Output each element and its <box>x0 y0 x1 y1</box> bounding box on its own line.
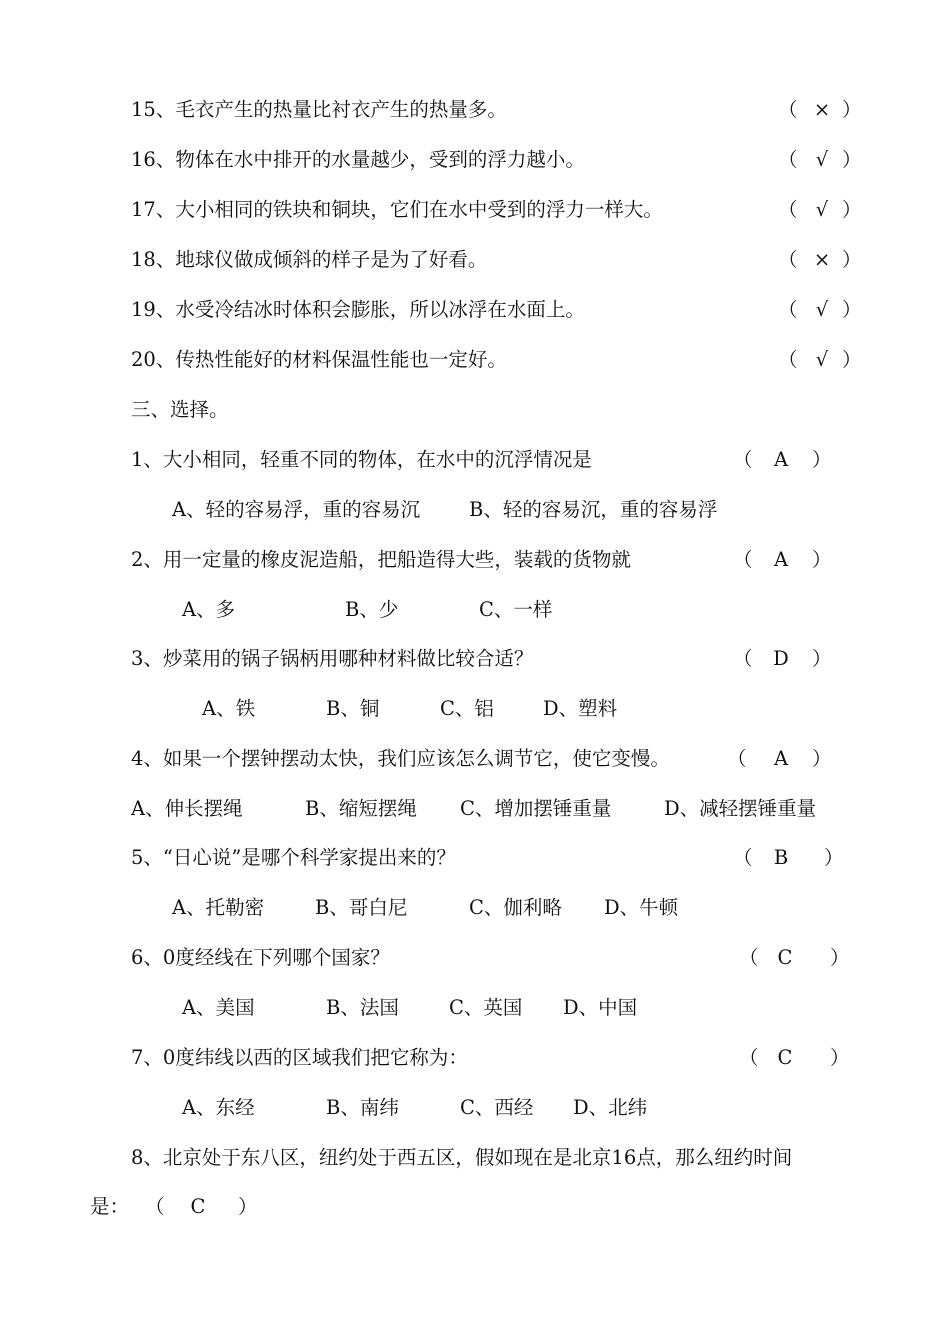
question-1-option-a: A、轻的容易浮，重的容易沉 <box>172 498 421 521</box>
question-4-option-a: A、伸长摆绳 <box>131 797 243 820</box>
answer-mark: √ <box>815 348 829 371</box>
answer-mark: × <box>813 98 831 121</box>
close-paren: ） <box>842 248 862 271</box>
question-4-option-c: C、增加摆锤重量 <box>460 797 612 820</box>
answer-letter: C <box>190 1195 206 1218</box>
question-3: 3、炒菜用的锅子锅柄用哪种材料做比较合适？ <box>131 647 534 670</box>
question-5-option-a: A、托勒密 <box>172 896 265 919</box>
close-paren: ） <box>238 1195 258 1218</box>
open-paren: （ <box>778 248 798 271</box>
judgment-item-16: 16、物体在水中排开的水量越少，受到的浮力越小。 <box>131 148 585 171</box>
question-5-option-d: D、牛顿 <box>604 896 679 919</box>
close-paren: ） <box>812 647 832 670</box>
close-paren: ） <box>812 448 832 471</box>
open-paren: （ <box>733 846 753 869</box>
open-paren: （ <box>733 548 753 571</box>
close-paren: ） <box>842 348 862 371</box>
answer-mark: × <box>813 248 831 271</box>
judgment-item-19: 19、水受冷结冰时体积会膨胀，所以冰浮在水面上。 <box>131 298 585 321</box>
judgment-item-18: 18、地球仪做成倾斜的样子是为了好看。 <box>131 248 488 271</box>
open-paren: （ <box>739 946 759 969</box>
question-8-continuation: 是： <box>90 1195 130 1218</box>
open-paren: （ <box>727 747 747 770</box>
judgment-item-15: 15、毛衣产生的热量比衬衣产生的热量多。 <box>131 98 507 121</box>
judgment-item-17: 17、大小相同的铁块和铜块，它们在水中受到的浮力一样大。 <box>131 198 663 221</box>
question-7: 7、0度纬线以西的区域我们把它称为： <box>131 1046 468 1069</box>
question-1: 1、大小相同，轻重不同的物体，在水中的沉浮情况是 <box>131 448 592 471</box>
question-5-option-b: B、哥白尼 <box>315 896 408 919</box>
answer-letter: C <box>777 1046 793 1069</box>
close-paren: ） <box>830 946 850 969</box>
question-1-option-b: B、轻的容易沉，重的容易浮 <box>469 498 718 521</box>
answer-mark: √ <box>815 148 829 171</box>
open-paren: （ <box>145 1195 165 1218</box>
question-5: 5、“日心说”是哪个科学家提出来的？ <box>131 846 456 869</box>
question-3-option-d: D、塑料 <box>543 697 618 720</box>
question-2-option-c: C、一样 <box>479 598 553 621</box>
open-paren: （ <box>778 148 798 171</box>
answer-letter: B <box>773 846 789 869</box>
question-6: 6、0度经线在下列哪个国家？ <box>131 946 390 969</box>
question-7-option-c: C、西经 <box>460 1096 534 1119</box>
answer-mark: √ <box>815 198 829 221</box>
close-paren: ） <box>812 747 832 770</box>
open-paren: （ <box>739 1046 759 1069</box>
question-7-option-a: A、东经 <box>182 1096 255 1119</box>
open-paren: （ <box>733 448 753 471</box>
question-6-option-c: C、英国 <box>449 996 523 1019</box>
close-paren: ） <box>842 298 862 321</box>
open-paren: （ <box>778 98 798 121</box>
answer-letter: A <box>773 548 789 571</box>
close-paren: ） <box>842 98 862 121</box>
question-6-option-b: B、法国 <box>326 996 399 1019</box>
question-4: 4、如果一个摆钟摆动太快，我们应该怎么调节它，使它变慢。 <box>131 747 670 770</box>
answer-letter: A <box>773 747 789 770</box>
question-2-option-b: B、少 <box>345 598 399 621</box>
close-paren: ） <box>842 148 862 171</box>
close-paren: ） <box>830 1046 850 1069</box>
question-6-option-a: A、美国 <box>182 996 255 1019</box>
answer-letter: C <box>777 946 793 969</box>
question-4-option-b: B、缩短摆绳 <box>305 797 417 820</box>
open-paren: （ <box>733 647 753 670</box>
question-7-option-d: D、北纬 <box>573 1096 648 1119</box>
question-5-option-c: C、伽利略 <box>469 896 562 919</box>
question-2-option-a: A、多 <box>182 598 236 621</box>
close-paren: ） <box>812 548 832 571</box>
judgment-item-20: 20、传热性能好的材料保温性能也一定好。 <box>131 348 507 371</box>
answer-letter: D <box>773 647 789 670</box>
question-2: 2、用一定量的橡皮泥造船，把船造得大些，装载的货物就 <box>131 548 631 571</box>
answer-letter: A <box>773 448 789 471</box>
close-paren: ） <box>824 846 844 869</box>
answer-mark: √ <box>815 298 829 321</box>
open-paren: （ <box>778 298 798 321</box>
open-paren: （ <box>778 198 798 221</box>
question-3-option-c: C、铝 <box>440 697 494 720</box>
section-title: 三、选择。 <box>131 398 229 421</box>
question-3-option-a: A、铁 <box>202 697 256 720</box>
close-paren: ） <box>842 198 862 221</box>
question-6-option-d: D、中国 <box>563 996 638 1019</box>
question-7-option-b: B、南纬 <box>326 1096 399 1119</box>
question-4-option-d: D、减轻摆锤重量 <box>664 797 817 820</box>
question-3-option-b: B、铜 <box>326 697 380 720</box>
question-8: 8、北京处于东八区，纽约处于西五区，假如现在是北京16点，那么纽约时间 <box>131 1146 793 1169</box>
open-paren: （ <box>778 348 798 371</box>
